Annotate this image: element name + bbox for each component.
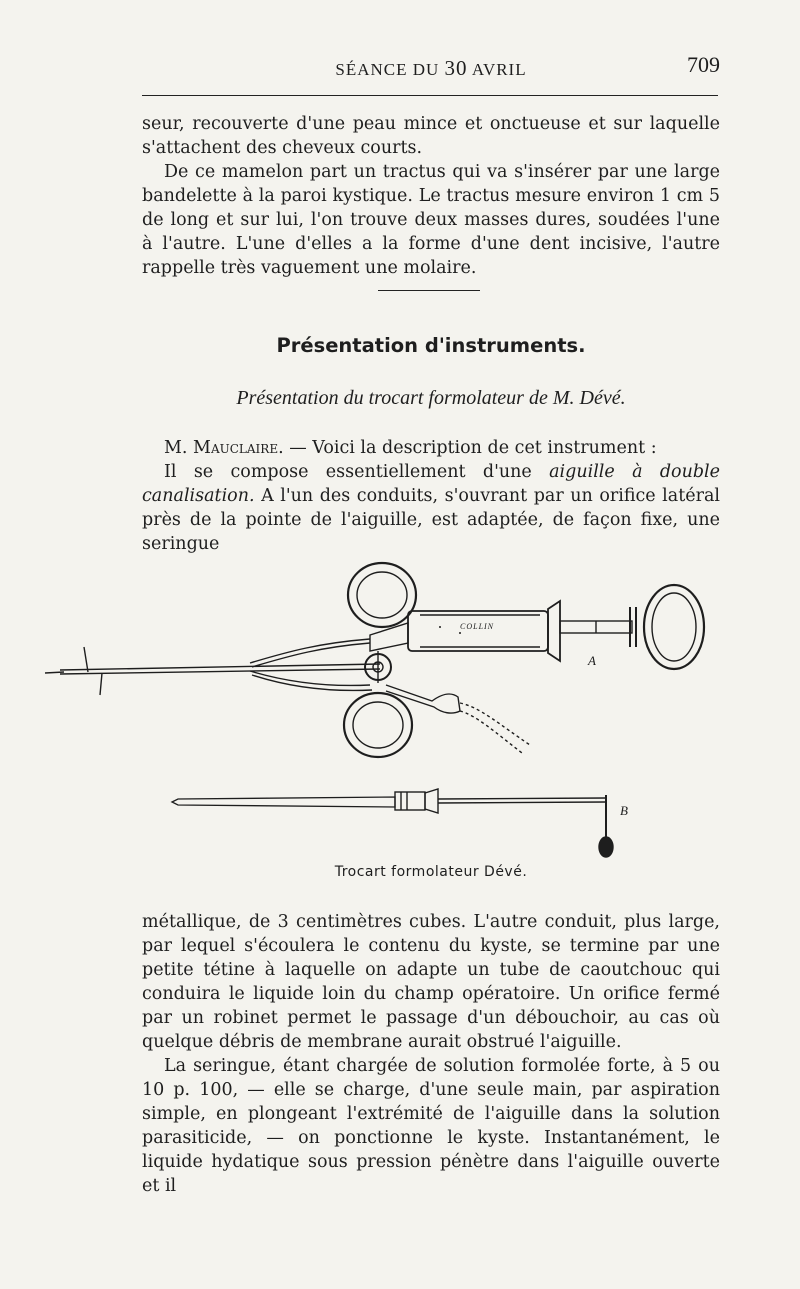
page-number: 709: [687, 52, 720, 77]
emphasis: aiguille à double canalisation.: [142, 462, 720, 506]
trocar-illustration: [40, 555, 720, 875]
figure-label-a: A: [588, 653, 596, 668]
section-separator: [378, 290, 480, 291]
paragraph: métallique, de 3 centimètres cubes. L'autre conduit, plus large, par lequel s'écoulera le contenu du kyste, se termine par une petite tétine à laquelle on adapte un tube de caoutchouc qui conduira le liquide loin du champ opératoire. Un orifice fermé par un robinet permet le passage d'un débouchoir, au cas où quelque débris de membrane aurait obstrué l'aiguille.: [142, 912, 720, 1052]
text-run: Il se compose essentiellement d'une: [164, 462, 550, 482]
section-title: Présentation d'instruments.: [276, 334, 586, 357]
running-title-pre: SÉANCE DU: [335, 60, 445, 79]
running-title: [142, 56, 720, 81]
figure-caption: Trocart formolateur Dévé.: [334, 864, 528, 880]
text-block-bottom: [142, 910, 720, 1198]
speaker-name: M. Mauclaire.: [164, 438, 284, 458]
paragraph: [142, 436, 720, 460]
engraving-text: COLLIN: [460, 622, 495, 631]
intro-text: — Voici la description de cet instrument :: [283, 438, 657, 458]
page-header: [142, 52, 720, 82]
header-rule: [142, 95, 718, 96]
paragraph: seur, recouverte d'une peau mince et onctueuse et sur laquelle s'attachent des cheveux courts.: [142, 114, 720, 158]
running-title-post: AVRIL: [467, 60, 527, 79]
trocar-figure: [40, 555, 720, 875]
text-block-top: [142, 112, 720, 280]
running-title-day: 30: [444, 56, 468, 80]
paragraph: La seringue, étant chargée de solution formolée forte, à 5 ou 10 p. 100, — elle se charge, d'une seule main, par aspiration simple, en plongeant l'extrémité de l'aiguille dans la solution parasiticide, — on ponctionne le kyste. Instantanément, le liquide hydatique sous pression pénètre dans l'aiguille ouverte et il: [142, 1056, 720, 1196]
paragraph: De ce mamelon part un tractus qui va s'insérer par une large bandelette à la paroi kystique. Le tractus mesure environ 1 cm 5 de long et sur lui, l'on trouve deux masses dures, soudées l'une à l'autre. L'une d'elles a la forme d'une dent incisive, l'autre rappelle très vaguement une molaire.: [142, 162, 720, 278]
figure-label-b: B: [620, 803, 628, 818]
paragraph: [142, 460, 720, 556]
text-run: A l'un des conduits, s'ouvrant par un orifice latéral près de la pointe de l'aiguille, est adaptée, de façon fixe, une seringue: [142, 486, 720, 554]
text-block-mid: [142, 436, 720, 556]
section-subtitle: Présentation du trocart formolateur de M. Dévé.: [236, 387, 626, 409]
